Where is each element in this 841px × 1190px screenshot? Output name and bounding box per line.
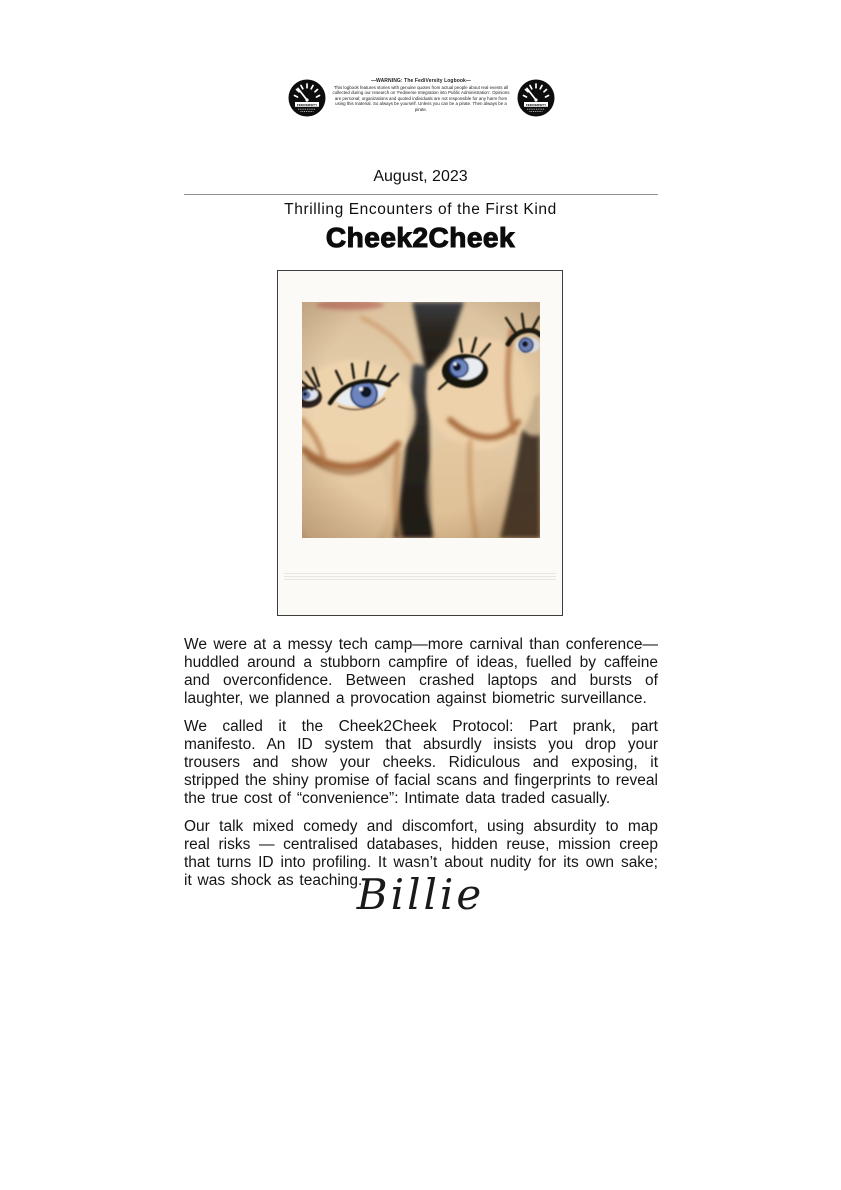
paragraph-2: We called it the Cheek2Cheek Protocol: Part prank, part manifesto. An ID system that absurdly insists you drop your trousers and show your cheeks. Ridiculous and exposing, it stripped the shiny promise of facial scans and fingerprints to reveal the true cost of “convenience”: Intimate data traded casually. — [184, 718, 658, 807]
article-title: Cheek2Cheek — [325, 222, 516, 253]
warning-title: —WARNING: The FediVersity Logbook— — [370, 78, 472, 84]
fediversity-badge-right — [517, 79, 555, 117]
gauge-badge-icon — [517, 79, 555, 117]
polaroid-photo — [302, 302, 540, 538]
polaroid-frame — [277, 270, 563, 616]
polaroid-development-marks — [284, 571, 556, 581]
fediversity-badge-left — [288, 79, 326, 117]
paragraph-1: We were at a messy tech camp—more carnival than conference—huddled around a stubborn campfire of ideas, fuelled by caffeine and overconfidence. Between crashed laptops and bursts of laughter, we planned a provocation against biometric surveillance. — [184, 636, 658, 707]
paragraph-3: Our talk mixed comedy and discomfort, using absurdity to map real risks — centralised databases, hidden reuse, mission creep that turns ID into profiling. It wasn’t about nudity for its own sake; it was shock as teaching. — [184, 818, 658, 889]
gauge-badge-icon — [288, 79, 326, 117]
warning-block — [329, 78, 513, 112]
article-body — [184, 636, 658, 900]
badge-label: FEDIVERSITY — [296, 102, 318, 107]
author-signature: Billie — [356, 870, 485, 919]
warning-body: This logbook features stories with genuine quotes from actual people about real events all collected during our research on 'Fediverse Integration into Public Administration'. Opinions are personal; organizations and quoted individuals are not responsible for any harm from using this material. So always be yourself. Unless you can be a pirate. Then always be a pirate. — [332, 85, 510, 112]
issue-date: August, 2023 — [373, 168, 468, 185]
badge-label: FEDIVERSITY — [525, 102, 547, 107]
article-subtitle: Thrilling Encounters of the First Kind — [284, 201, 557, 218]
horizontal-rule — [184, 194, 658, 195]
cheeks-with-eyes-artwork — [302, 302, 540, 538]
